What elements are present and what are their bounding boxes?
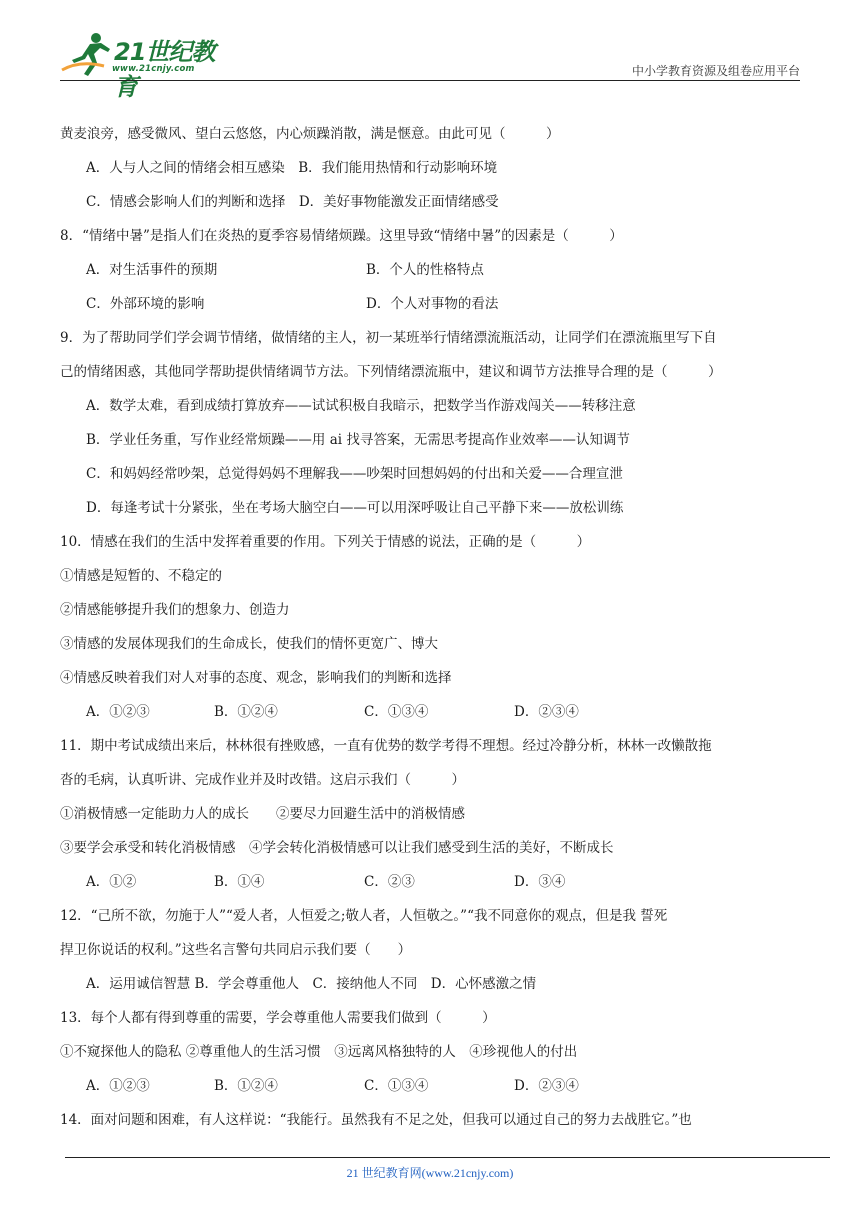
- q11-stem-line1: 11．期中考试成绩出来后，林林很有挫败感，一直有优势的数学考得不理想。经过冷静分析，林林一改懒散拖: [60, 738, 712, 754]
- q7-options-ab: A．人与人之间的情绪会相互感染 B．我们能用热情和行动影响环境: [86, 160, 498, 176]
- q10-item: ③情感的发展体现我们的生命成长，使我们的情怀更宽广、博大: [60, 636, 438, 652]
- q10-option-c: C．①③④: [364, 704, 429, 720]
- logo: [60, 28, 230, 101]
- q10-item: ②情感能够提升我们的想象力、创造力: [60, 602, 290, 618]
- q13-option-d: D．②③④: [514, 1078, 579, 1094]
- platform-name: 中小学教育资源及组卷应用平台: [631, 64, 800, 78]
- q9-stem-line2: 己的情绪困惑，其他同学帮助提供情绪调节方法。下列情绪漂流瓶中，建议和调节方法推导合理的是（ ）: [60, 364, 722, 380]
- logo-url: www.21cnjy.com: [112, 64, 195, 74]
- q12-options: A．运用诚信智慧 B．学会尊重他人 C．接纳他人不同 D．心怀感激之情: [86, 976, 537, 992]
- q11-option-a: A．①②: [86, 874, 137, 890]
- q11-item: ③要学会承受和转化消极情感 ④学会转化消极情感可以让我们感受到生活的美好，不断成长: [60, 840, 614, 856]
- q13-option-a: A．①②③: [86, 1078, 150, 1094]
- q9-option-b: B．学业任务重，写作业经常烦躁——用 ai 找寻答案，无需思考提高作业效率——认知调节: [86, 432, 630, 448]
- q13-items: ①不窥探他人的隐私 ②尊重他人的生活习惯 ③远离风格独特的人 ④珍视他人的付出: [60, 1044, 578, 1060]
- q8-option-d: D．个人对事物的看法: [366, 296, 499, 312]
- q10-item: ④情感反映着我们对人对事的态度、观念，影响我们的判断和选择: [60, 670, 452, 686]
- q8-stem: 8．“情绪中暑”是指人们在炎热的夏季容易情绪烦躁。这里导致“情绪中暑”的因素是（ ）: [60, 228, 623, 244]
- q10-option-a: A．①②③: [86, 704, 150, 720]
- q14-stem: 14．面对问题和困难，有人这样说：“我能行。虽然我有不足之处，但我可以通过自己的努力去战胜它。”也: [60, 1112, 692, 1128]
- q12-stem-line1: 12．“己所不欲，勿施于人”“爱人者，人恒爱之;敬人者，人恒敬之。”“我不同意你的观点，但是我 誓死: [60, 908, 668, 924]
- q11-item: ①消极情感一定能助力人的成长 ②要尽力回避生活中的消极情感: [60, 806, 465, 822]
- q11-stem-line2: 沓的毛病，认真听讲、完成作业并及时改错。这启示我们（ ）: [60, 772, 465, 788]
- q11-option-d: D．③④: [514, 874, 566, 890]
- q13-stem: 13．每个人都有得到尊重的需要，学会尊重他人需要我们做到（ ）: [60, 1010, 496, 1026]
- q10-item: ①情感是短暂的、不稳定的: [60, 568, 222, 584]
- q7-continuation: 黄麦浪旁，感受微风、望白云悠悠，内心烦躁消散，满是惬意。由此可见（ ）: [60, 126, 560, 142]
- page-header: [60, 28, 800, 101]
- q13-option-c: C．①③④: [364, 1078, 429, 1094]
- q11-option-c: C．②③: [364, 874, 415, 890]
- q8-option-b: B．个人的性格特点: [366, 262, 484, 278]
- q9-stem-line1: 9．为了帮助同学们学会调节情绪，做情绪的主人，初一某班举行情绪漂流瓶活动，让同学们在漂流瓶里写下自: [60, 330, 717, 346]
- q10-option-b: B．①②④: [214, 704, 278, 720]
- footer-text: 21 世纪教育网(www.21cnjy.com): [346, 1166, 514, 1180]
- logo-title: 21世纪教育: [114, 38, 215, 101]
- q9-option-d: D．每逢考试十分紧张，坐在考场大脑空白——可以用深呼吸让自己平静下来——放松训练: [86, 500, 624, 516]
- q10-stem: 10．情感在我们的生活中发挥着重要的作用。下列关于情感的说法，正确的是（ ）: [60, 534, 591, 550]
- q9-option-c: C．和妈妈经常吵架，总觉得妈妈不理解我——吵架时回想妈妈的付出和关爱——合理宣泄: [86, 466, 623, 482]
- header-divider: [60, 80, 800, 81]
- runner-logo-icon: [60, 30, 116, 80]
- q8-option-c: C．外部环境的影响: [86, 296, 205, 312]
- footer-divider: [65, 1157, 830, 1158]
- q13-option-b: B．①②④: [214, 1078, 278, 1094]
- q9-option-a: A．数学太难，看到成绩打算放弃——试试积极自我暗示，把数学当作游戏闯关——转移注意: [86, 398, 636, 414]
- q10-option-d: D．②③④: [514, 704, 579, 720]
- q11-option-b: B．①④: [214, 874, 265, 890]
- q7-options-cd: C．情感会影响人们的判断和选择 D．美好事物能激发正面情绪感受: [86, 194, 499, 210]
- q8-option-a: A．对生活事件的预期: [86, 262, 218, 278]
- q12-stem-line2: 捍卫你说话的权利。”这些名言警句共同启示我们要（ ）: [60, 942, 412, 958]
